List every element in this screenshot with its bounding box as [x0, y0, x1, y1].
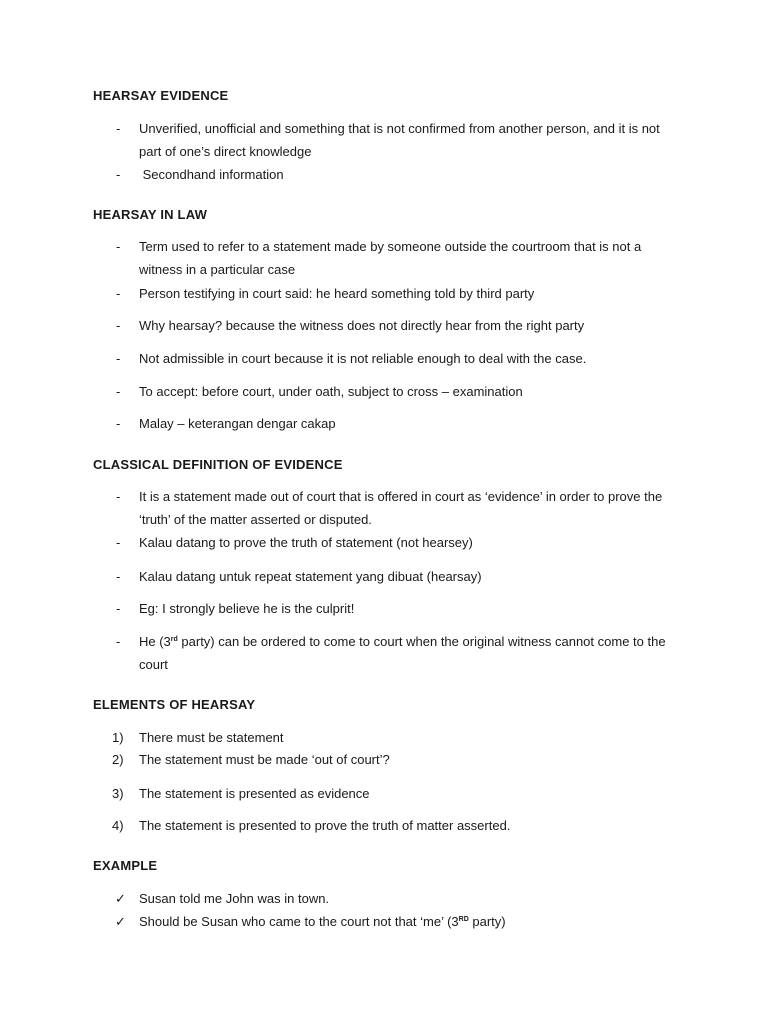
ordinal-superscript: rd [170, 636, 178, 643]
list-item-text: Susan told me John was in town. [139, 891, 330, 906]
list-item-text: The statement must be made ‘out of court’? [139, 752, 390, 767]
list-item-text: Person testifying in court said: he heard something told by third party [139, 286, 535, 301]
list-item-text: There must be statement [139, 730, 284, 745]
heading-hearsay-in-law: HEARSAY IN LAW [93, 207, 208, 222]
list-number: 2) [112, 752, 124, 767]
list-item-text: Term used to refer to a statement made by someone outside the courtroom that is not a witness in a particular case [139, 239, 642, 277]
heading-classical-definition: CLASSICAL DEFINITION OF EVIDENCE [93, 457, 343, 472]
list-item-text: Kalau datang to prove the truth of statement (not hearsey) [139, 535, 473, 550]
heading-elements-of-hearsay: ELEMENTS OF HEARSAY [93, 697, 256, 712]
heading-hearsay-evidence: HEARSAY EVIDENCE [93, 88, 229, 103]
list-item-text: The statement is presented as evidence [139, 786, 370, 801]
list-item-text: Eg: I strongly believe he is the culprit! [139, 601, 355, 616]
list-number: 4) [112, 818, 124, 833]
heading-example: EXAMPLE [93, 858, 158, 873]
dash-bullet: - [116, 121, 121, 136]
list-number: 1) [112, 730, 124, 745]
list-item-text: Malay – keterangan dengar cakap [139, 416, 336, 431]
list-item-text: Should be Susan who came to the court not that ‘me’ (3RD party) [139, 914, 506, 929]
dash-bullet: - [116, 489, 121, 504]
dash-bullet: - [116, 601, 121, 616]
list-item-text: Why hearsay? because the witness does not directly hear from the right party [139, 318, 585, 333]
list-item-text: Unverified, unofficial and something that is not confirmed from another person, and it is not part of one’s direct knowledge [139, 121, 660, 159]
ordinal-superscript: RD [458, 916, 469, 923]
checkmark-icon: ✓ [115, 891, 126, 906]
dash-bullet: - [116, 634, 121, 649]
list-item-text: The statement is presented to prove the truth of matter asserted. [139, 818, 511, 833]
list-item-text: To accept: before court, under oath, subject to cross – examination [139, 384, 523, 399]
dash-bullet: - [116, 384, 121, 399]
checkmark-icon: ✓ [115, 914, 126, 929]
dash-bullet: - [116, 351, 121, 366]
dash-bullet: - [116, 239, 121, 254]
dash-bullet: - [116, 167, 121, 182]
dash-bullet: - [116, 286, 121, 301]
dash-bullet: - [116, 535, 121, 550]
dash-bullet: - [116, 318, 121, 333]
dash-bullet: - [116, 416, 121, 431]
list-item-text: It is a statement made out of court that is offered in court as ‘evidence’ in order to prove the ‘truth’ of the matter asserted or disputed. [139, 489, 663, 527]
list-item-text: Secondhand information [139, 167, 284, 182]
list-item-text: He (3rd party) can be ordered to come to court when the original witness cannot come to the court [139, 634, 666, 672]
list-item-text: Kalau datang untuk repeat statement yang dibuat (hearsay) [139, 569, 482, 584]
list-item-text: Not admissible in court because it is not reliable enough to deal with the case. [139, 351, 587, 366]
list-number: 3) [112, 786, 124, 801]
dash-bullet: - [116, 569, 121, 584]
